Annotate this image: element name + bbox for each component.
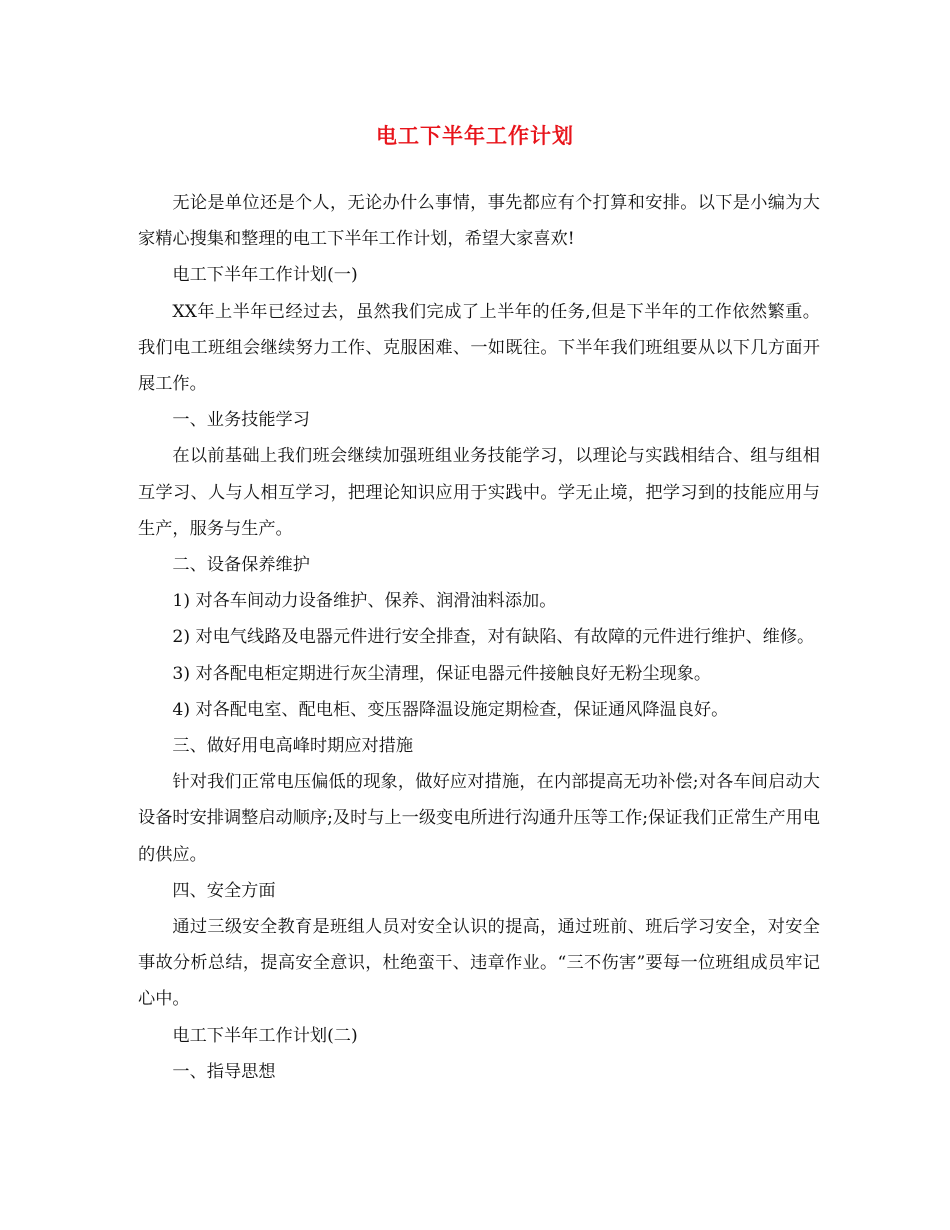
section-heading: 一、指导思想 [172, 1061, 276, 1082]
section-heading: 三、做好用电高峰时期应对措施 [172, 736, 414, 757]
list-item: 1) 对各车间动力设备维护、保养、润滑油料添加。 [172, 591, 557, 612]
section-heading: 四、安全方面 [172, 880, 276, 901]
document-body [138, 185, 820, 1090]
list-item: 2) 对电气线路及电器元件进行安全排查，对有缺陷、有故障的元件进行维护、维修。 [172, 627, 815, 648]
list-item: 4) 对各配电室、配电柜、变压器降温设施定期检查，保证通风降温良好。 [172, 699, 729, 720]
paragraph: 通过三级安全教育是班组人员对安全认识的提高，通过班前、班后学习安全，对安全事故分析总结，提高安全意识，杜绝蛮干、违章作业。“三不伤害”要每一位班组成员牢记心中。 [138, 917, 820, 1010]
section-heading: 一、业务技能学习 [172, 410, 310, 431]
paragraph: 针对我们正常电压偏低的现象，做好应对措施，在内部提高无功补偿;对各车间启动大设备时安排调整启动顺序;及时与上一级变电所进行沟通升压等工作;保证我们正常生产用电的供应。 [138, 772, 820, 865]
paragraph: XX年上半年已经过去，虽然我们完成了上半年的任务,但是下半年的工作依然繁重。我们电工班组会继续努力工作、克服困难、一如既往。下半年我们班组要从以下几方面开展工作。 [138, 301, 820, 395]
paragraph: 在以前基础上我们班会继续加强班组业务技能学习，以理论与实践相结合、组与组相互学习、人与人相互学习，把理论知识应用于实践中。学无止境，把学习到的技能应用与生产，服务与生产。 [138, 446, 820, 539]
document-title: 电工下半年工作计划 [376, 124, 574, 148]
section-heading-plan-1: 电工下半年工作计划(一) [172, 265, 358, 286]
section-heading: 二、设备保养维护 [172, 555, 310, 576]
paragraph-intro: 无论是单位还是个人，无论办什么事情，事先都应有个打算和安排。以下是小编为大家精心搜集和整理的电工下半年工作计划，希望大家喜欢! [138, 193, 820, 250]
section-heading-plan-2: 电工下半年工作计划(二) [172, 1025, 358, 1046]
list-item: 3) 对各配电柜定期进行灰尘清理，保证电器元件接触良好无粉尘现象。 [172, 663, 712, 684]
